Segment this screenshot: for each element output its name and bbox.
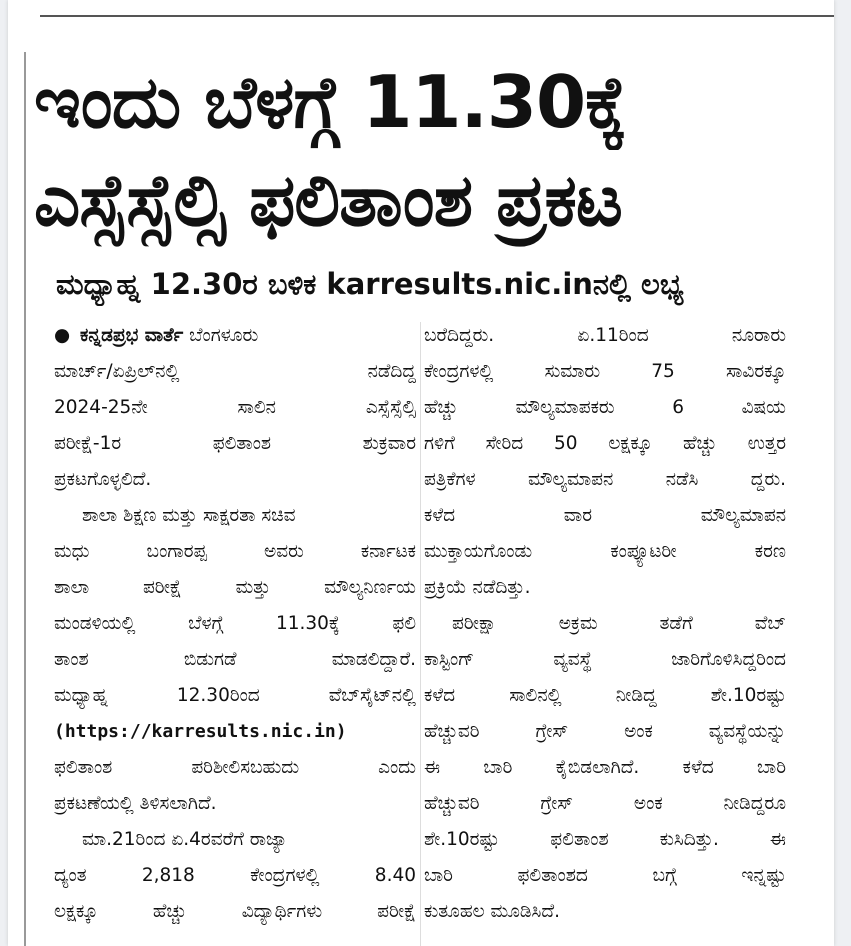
byline bbox=[54, 318, 416, 354]
article-line: ಶಾಲಾ ಪರೀಕ್ಷೆ ಮತ್ತು ಮೌಲ್ಯನಿರ್ಣಯ bbox=[54, 577, 416, 598]
byline-source: ಕನ್ನಡಪ್ರಭ ವಾರ್ತೆ bbox=[80, 325, 184, 346]
article-line: ಕಾಸ್ಟಿಂಗ್ ವ್ಯವಸ್ಥೆ ಜಾರಿಗೊಳಿಸಿದ್ದರಿಂದ bbox=[424, 649, 786, 670]
article-line: ಮಧ್ಯಾಹ್ನ 12.30ರಿಂದ ವೆಬ್‌ಸೈಟ್‌ನಲ್ಲಿ bbox=[54, 685, 416, 706]
column-divider bbox=[420, 322, 421, 946]
headline-line-2: ಎಸ್ಸೆಸ್ಸೆಲ್ಸಿ ಫಲಿತಾಂಶ ಪ್ರಕಟ bbox=[34, 158, 622, 242]
article-line: ಫಲಿತಾಂಶ ಪರಿಶೀಲಿಸಬಹುದು ಎಂದು bbox=[54, 757, 416, 778]
article-line: ಪತ್ರಿಕೆಗಳ ಮೌಲ್ಯಮಾಪನ ನಡೆಸಿ ದ್ದರು. bbox=[424, 469, 786, 490]
article-line: ಕಳೆದ ಸಾಲಿನಲ್ಲಿ ನೀಡಿದ್ದ ಶೇ.10ರಷ್ಟು bbox=[424, 685, 786, 706]
article-line: ಪ್ರಕ್ರಿಯೆ ನಡೆದಿತ್ತು. bbox=[424, 577, 531, 598]
article-line: ಹೆಚ್ಚುವರಿ ಗ್ರೇಸ್ ಅಂಕ ವ್ಯವಸ್ಥೆಯನ್ನು bbox=[424, 721, 786, 742]
article-line: ಹೆಚ್ಚುವರಿ ಗ್ರೇಸ್ ಅಂಕ ನೀಡಿದ್ದರೂ bbox=[424, 793, 786, 814]
article-line: ಬರೆದಿದ್ದರು. ಏ.11ರಿಂದ ನೂರಾರು bbox=[424, 325, 786, 346]
article-line: ಲಕ್ಷಕ್ಕೂ ಹೆಚ್ಚು ವಿದ್ಯಾರ್ಥಿಗಳು ಪರೀಕ್ಷೆ bbox=[54, 901, 416, 922]
headline-line-1: ಇಂದು ಬೆಳಗ್ಗೆ 11.30ಕ್ಕೆ bbox=[34, 60, 627, 144]
article-line: ಮಧು ಬಂಗಾರಪ್ಪ ಅವರು ಕರ್ನಾಟಕ bbox=[54, 541, 416, 562]
article-line: ಪರೀಕ್ಷೆ-1ರ ಫಲಿತಾಂಶ ಶುಕ್ರವಾರ bbox=[54, 433, 416, 454]
article-line: ಶೇ.10ರಷ್ಟು ಫಲಿತಾಂಶ ಕುಸಿದಿತ್ತು. ಈ bbox=[424, 829, 786, 850]
article-line: ಪರೀಕ್ಷಾ ಅಕ್ರಮ ತಡೆಗೆ ವೆಬ್ bbox=[452, 613, 786, 634]
article-line: ಈ ಬಾರಿ ಕೈಬಿಡಲಾಗಿದೆ. ಕಳೆದ ಬಾರಿ bbox=[424, 757, 786, 778]
article-line: ಹೆಚ್ಚು ಮೌಲ್ಯಮಾಪಕರು 6 ವಿಷಯ bbox=[424, 397, 786, 418]
article-line: ಪ್ರಕಟಗೊಳ್ಳಲಿದೆ. bbox=[54, 469, 152, 490]
article-column-left bbox=[54, 318, 416, 930]
byline-location: ಬೆಂಗಳೂರು bbox=[189, 325, 259, 346]
article-line: ಕಳೆದ ವಾರ ಮೌಲ್ಯಮಾಪನ bbox=[424, 505, 786, 526]
article-url-line: (https://karresults.nic.in) bbox=[54, 721, 347, 742]
article-line: 2024-25ನೇ ಸಾಲಿನ ಎಸ್ಸೆಸ್ಸೆಲ್ಸಿ bbox=[54, 397, 416, 418]
subheadline: ಮಧ್ಯಾಹ್ನ 12.30ರ ಬಳಿಕ karresults.nic.inನಲ್ಲಿ ಲಭ್ಯ bbox=[56, 267, 684, 301]
article-line: ಶಾಲಾ ಶಿಕ್ಷಣ ಮತ್ತು ಸಾಕ್ಷರತಾ ಸಚಿವ bbox=[82, 505, 296, 526]
article-line: ದ್ಯಂತ 2,818 ಕೇಂದ್ರಗಳಲ್ಲಿ 8.40 bbox=[54, 865, 416, 886]
article-line: ಮಾರ್ಚ್/ಏಪ್ರಿಲ್‌ನಲ್ಲಿ ನಡೆದಿದ್ದ bbox=[54, 361, 416, 382]
article-line: ಬಾರಿ ಫಲಿತಾಂಶದ ಬಗ್ಗೆ ಇನ್ನಷ್ಟು bbox=[424, 865, 786, 886]
article-line: ತಾಂಶ ಬಿಡುಗಡೆ ಮಾಡಲಿದ್ದಾರೆ. bbox=[54, 649, 416, 670]
article-column-right bbox=[424, 318, 786, 930]
article-line: ಮಂಡಳಿಯಲ್ಲಿ ಬೆಳಗ್ಗೆ 11.30ಕ್ಕೆ ಫಲಿ bbox=[54, 613, 416, 634]
article-line: ಮುಕ್ತಾಯಗೊಂಡು ಕಂಪ್ಯೂಟರೀ ಕರಣ bbox=[424, 541, 786, 562]
article-line: ಗಳಿಗೆ ಸೇರಿದ 50 ಲಕ್ಷಕ್ಕೂ ಹೆಚ್ಚು ಉತ್ತರ bbox=[424, 433, 786, 454]
newspaper-clipping bbox=[8, 0, 834, 946]
article-line: ಮಾ.21ರಿಂದ ಏ.4ರವರೆಗೆ ರಾಜ್ಯಾ bbox=[82, 829, 288, 850]
left-column-line bbox=[24, 52, 26, 946]
article-line: ಪ್ರಕಟಣೆಯಲ್ಲಿ ತಿಳಿಸಲಾಗಿದೆ. bbox=[54, 793, 217, 814]
top-rule bbox=[40, 15, 834, 17]
bullet-icon: ● bbox=[54, 325, 71, 346]
article-line: ಕೇಂದ್ರಗಳಲ್ಲಿ ಸುಮಾರು 75 ಸಾವಿರಕ್ಕೂ bbox=[424, 361, 786, 382]
article-line: ಕುತೂಹಲ ಮೂಡಿಸಿದೆ. bbox=[424, 901, 560, 922]
